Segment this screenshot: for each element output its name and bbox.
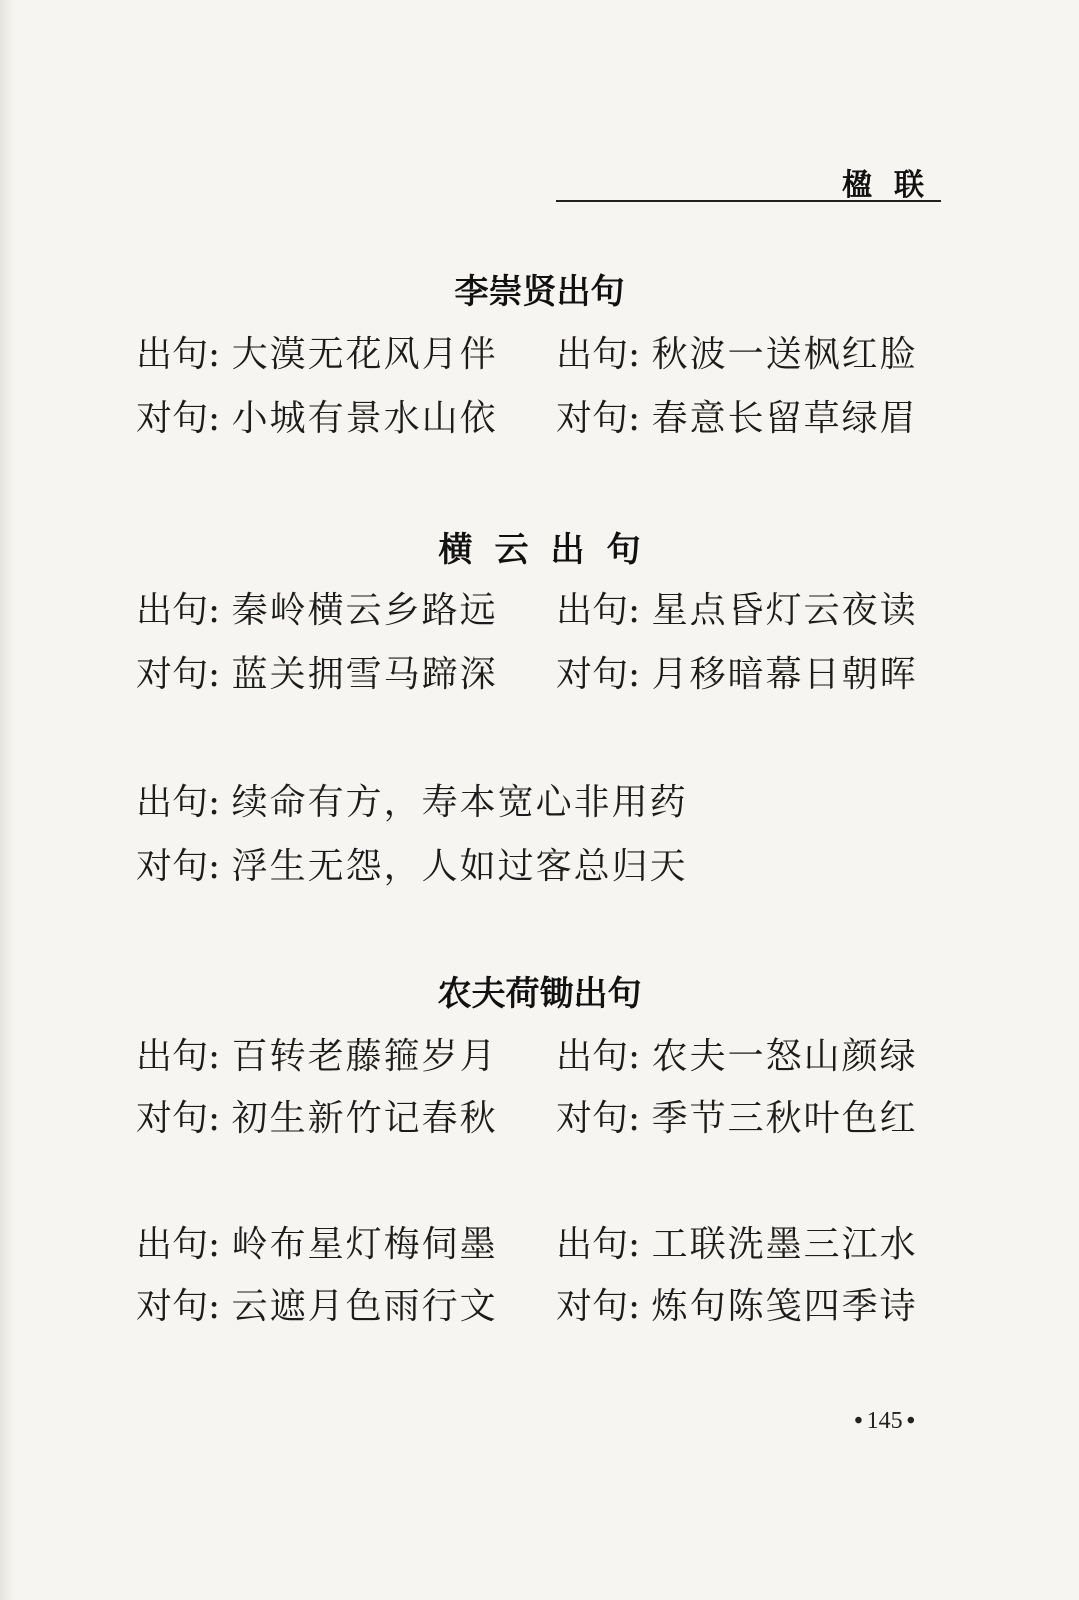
couplet-line — [556, 1090, 918, 1141]
line-text: 工联洗墨三江水 — [651, 1224, 918, 1265]
line-label: 出句: — [136, 782, 221, 823]
line-label: 出句: — [136, 1036, 221, 1077]
line-text: 农夫一怒山颜绿 — [651, 1036, 918, 1077]
line-text: 炼句陈笺四季诗 — [651, 1286, 918, 1327]
couplet-line — [556, 390, 918, 441]
couplet-line — [556, 326, 918, 377]
line-text: 岭布星灯梅伺墨 — [231, 1224, 498, 1265]
couplet-line — [136, 1278, 498, 1329]
line-label: 对句: — [136, 654, 221, 695]
line-label: 出句: — [136, 334, 221, 375]
couplet-line — [136, 1216, 498, 1267]
line-label: 出句: — [556, 334, 641, 375]
section-title-2: 横云出句 — [438, 530, 663, 570]
couplet-line — [556, 646, 918, 697]
line-label: 对句: — [136, 846, 221, 887]
page-number-value: 145 — [866, 1408, 903, 1434]
section-title-1: 李崇贤出句 — [454, 272, 625, 312]
running-head-title: 楹联 — [842, 168, 946, 203]
couplet-line — [136, 1028, 498, 1079]
line-text: 星点昏灯云夜读 — [651, 590, 918, 631]
couplet-line — [136, 390, 498, 441]
line-text: 大漠无花风月伴 — [231, 334, 498, 375]
couplet-line — [136, 326, 498, 377]
line-text: 初生新竹记春秋 — [231, 1098, 498, 1139]
line-text: 续命有方，寿本宽心非用药 — [231, 782, 688, 823]
couplet-line — [556, 1216, 918, 1267]
line-text: 季节三秋叶色红 — [651, 1098, 918, 1139]
page-number-dot-left: • — [854, 1408, 863, 1434]
couplet-line — [136, 646, 498, 697]
line-text: 秦岭横云乡路远 — [231, 590, 498, 631]
line-label: 对句: — [556, 398, 641, 439]
line-label: 出句: — [556, 590, 641, 631]
couplet-line — [556, 1028, 918, 1079]
couplet-line — [136, 582, 498, 633]
couplet-line-long — [136, 774, 688, 825]
line-label: 对句: — [556, 654, 641, 695]
line-text: 浮生无怨，人如过客总归天 — [231, 846, 688, 887]
header-rule — [556, 200, 941, 202]
couplet-line-long — [136, 838, 688, 889]
line-text: 小城有景水山依 — [231, 398, 498, 439]
line-label: 对句: — [136, 1286, 221, 1327]
line-text: 春意长留草绿眉 — [651, 398, 918, 439]
line-label: 对句: — [136, 398, 221, 439]
page-edge-shadow — [0, 0, 14, 1600]
line-text: 百转老藤箍岁月 — [231, 1036, 498, 1077]
line-label: 对句: — [556, 1098, 641, 1139]
line-label: 出句: — [136, 590, 221, 631]
page-number — [850, 1408, 919, 1435]
line-text: 蓝关拥雪马蹄深 — [231, 654, 498, 695]
couplet-line — [556, 582, 918, 633]
section-title-3: 农夫荷锄出句 — [437, 974, 642, 1014]
line-text: 秋波一送枫红脸 — [651, 334, 918, 375]
couplet-line — [556, 1278, 918, 1329]
line-text: 月移暗幕日朝晖 — [651, 654, 918, 695]
page-number-dot-right: • — [906, 1408, 915, 1434]
line-label: 对句: — [556, 1286, 641, 1327]
couplet-line — [136, 1090, 498, 1141]
line-label: 出句: — [556, 1224, 641, 1265]
line-label: 出句: — [556, 1036, 641, 1077]
line-label: 出句: — [136, 1224, 221, 1265]
line-text: 云遮月色雨行文 — [231, 1286, 498, 1327]
line-label: 对句: — [136, 1098, 221, 1139]
